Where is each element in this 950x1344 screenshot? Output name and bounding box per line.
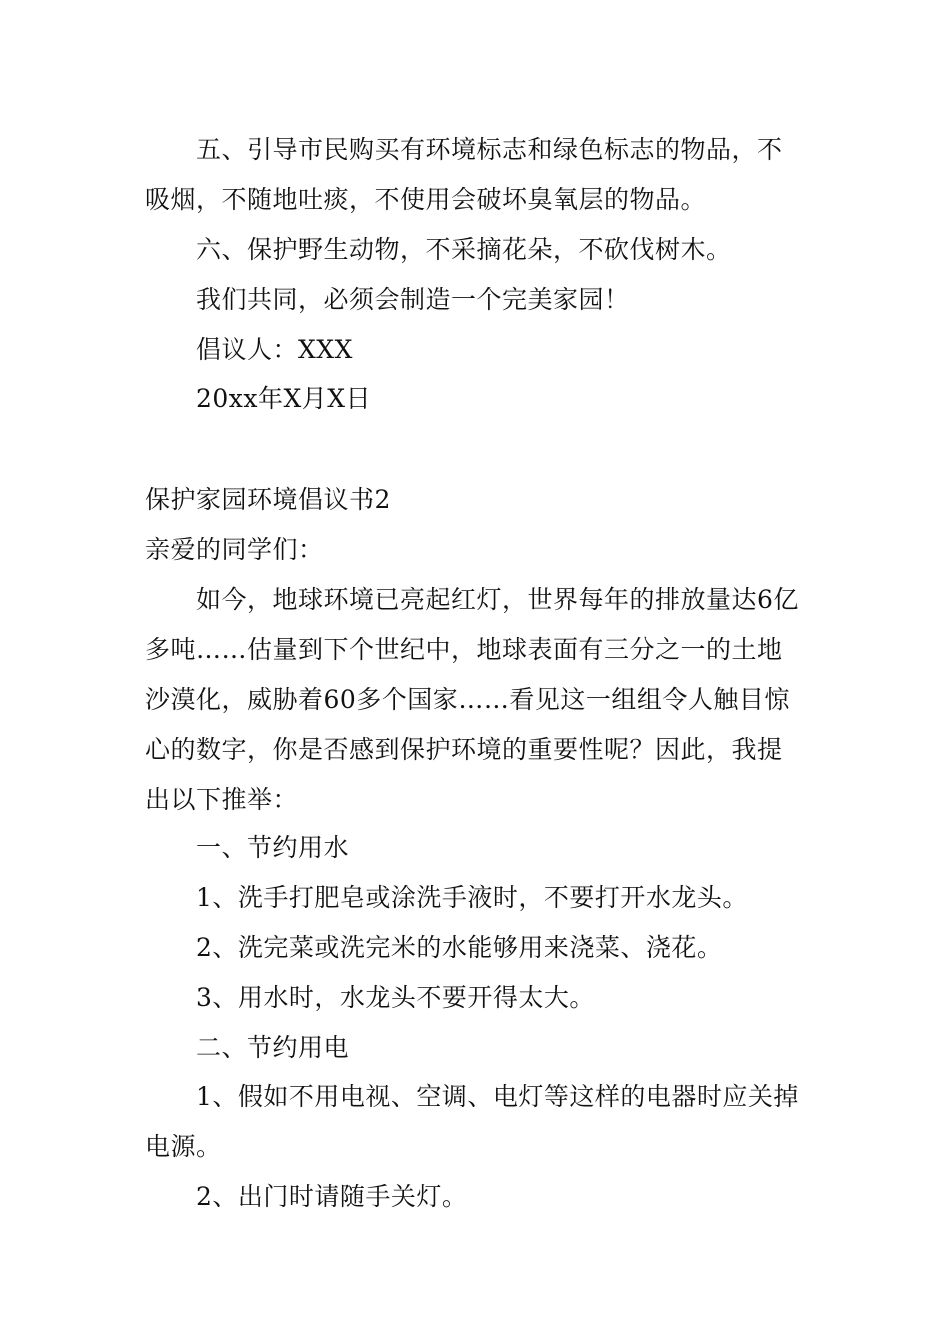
date-line: 20xx年X月X日: [196, 384, 372, 413]
paragraph-line: 吸烟，不随地吐痰，不使用会破坏臭氧层的物品。: [145, 185, 707, 214]
heading-line: 二、节约用电: [196, 1033, 350, 1062]
paragraph-line: 心的数字，你是否感到保护环境的重要性呢？因此，我提: [145, 735, 783, 764]
heading-line: 一、节约用水: [196, 833, 350, 862]
signature-line: 倡议人：XXX: [196, 335, 353, 364]
paragraph-line: 如今，地球环境已亮起红灯，世界每年的排放量达6亿: [196, 585, 799, 614]
paragraph-line: 我们共同，必须会制造一个完美家园！: [196, 285, 630, 314]
list-item: 1、洗手打肥皂或涂洗手液时，不要打开水龙头。: [196, 883, 748, 912]
paragraph-line: 电源。: [145, 1132, 222, 1161]
paragraph-line: 六、保护野生动物，不采摘花朵，不砍伐树木。: [196, 235, 732, 264]
paragraph-line: 沙漠化，威胁着60多个国家……看见这一组组令人触目惊: [145, 685, 790, 714]
list-item: 2、洗完菜或洗完米的水能够用来浇菜、浇花。: [196, 933, 723, 962]
list-item: 1、假如不用电视、空调、电灯等这样的电器时应关掉: [196, 1082, 799, 1111]
paragraph-line: 多吨……估量到下个世纪中，地球表面有三分之一的土地: [145, 635, 783, 664]
paragraph-line: 出以下推举：: [145, 785, 299, 814]
paragraph-line: 五、引导市民购买有环境标志和绿色标志的物品，不: [196, 135, 783, 164]
list-item: 2、出门时请随手关灯。: [196, 1182, 468, 1211]
section-title: 保护家园环境倡议书2: [145, 485, 391, 514]
list-item: 3、用水时，水龙头不要开得太大。: [196, 983, 595, 1012]
salutation: 亲爱的同学们：: [145, 535, 324, 564]
